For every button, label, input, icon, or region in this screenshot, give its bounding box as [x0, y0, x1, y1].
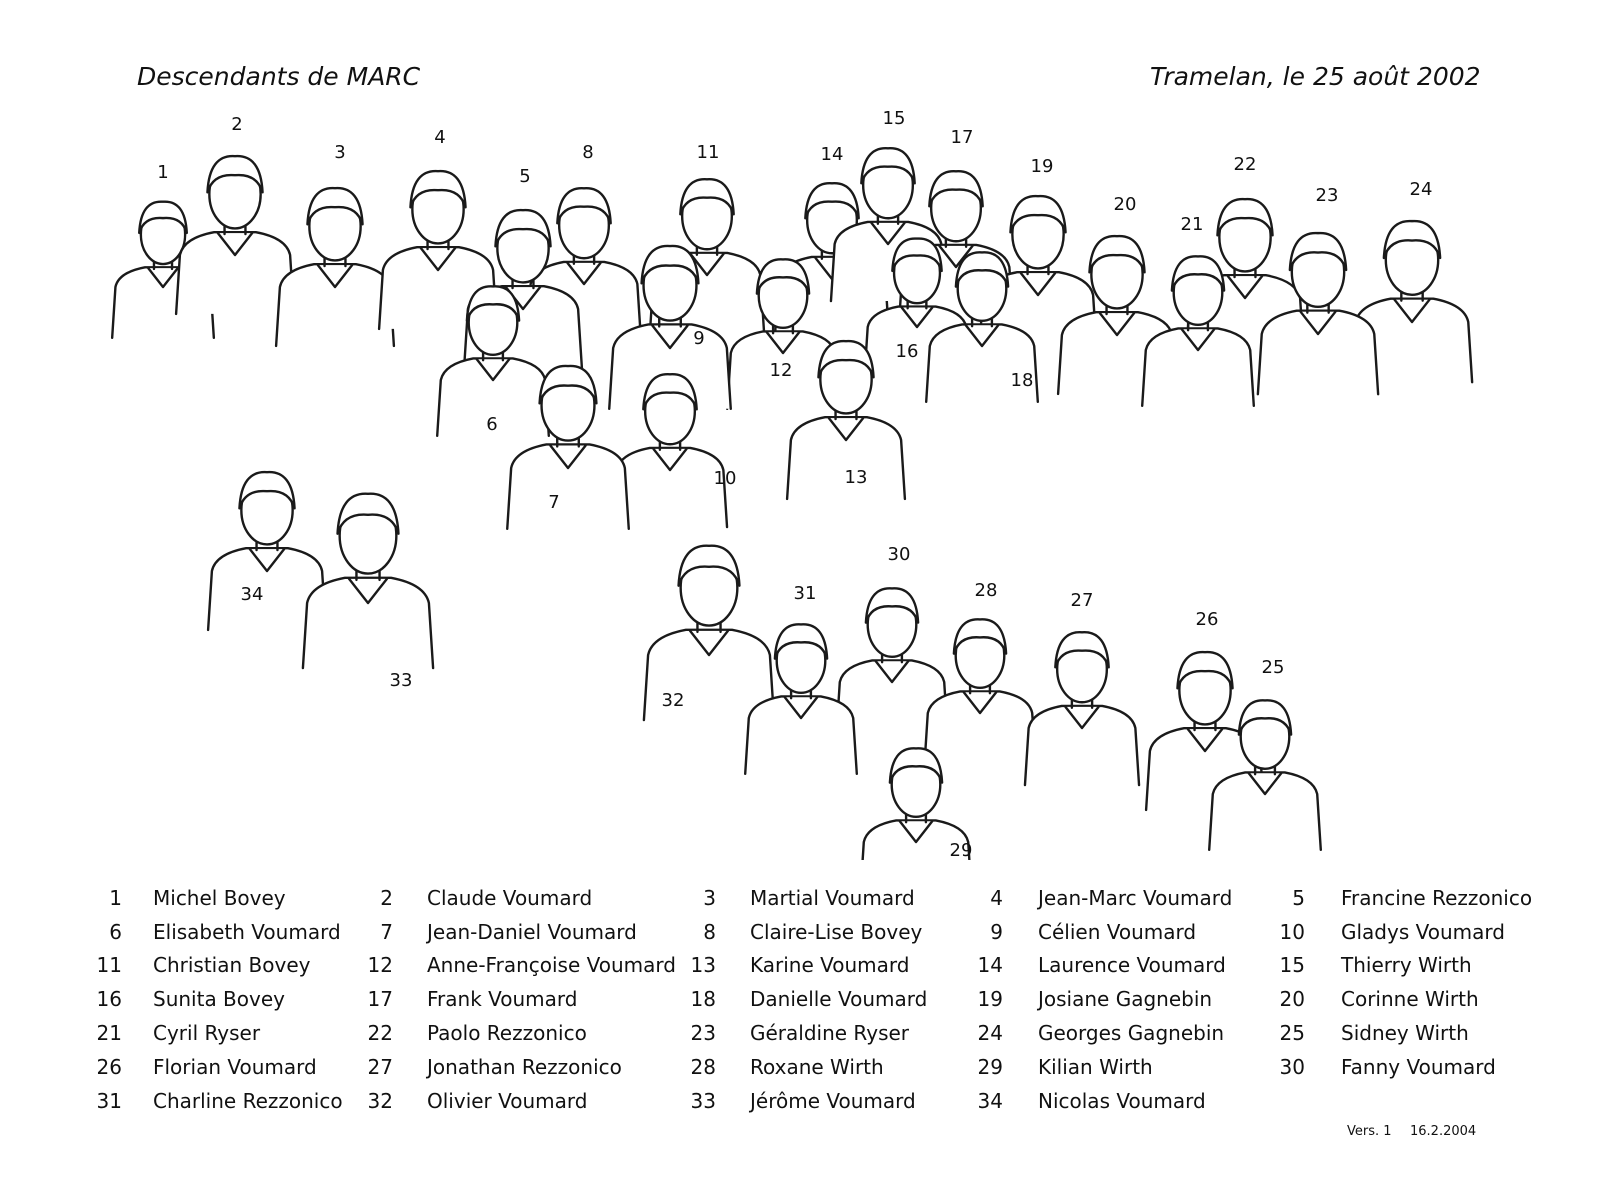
legend-number: 1 — [109, 886, 122, 910]
figure-number-label: 26 — [1195, 609, 1219, 630]
figure-number-label: 9 — [693, 328, 705, 349]
legend-number: 4 — [990, 886, 1003, 910]
legend-number: 28 — [690, 1055, 716, 1079]
legend-person-name: Gladys Voumard — [1341, 920, 1505, 944]
legend-person-name: Laurence Voumard — [1038, 953, 1226, 977]
figure-number-label: 17 — [950, 127, 974, 148]
legend-number: 19 — [977, 987, 1003, 1011]
legend-number: 9 — [990, 920, 1003, 944]
legend-person-name: Nicolas Voumard — [1038, 1089, 1206, 1113]
figure-number-label: 22 — [1233, 154, 1257, 175]
legend-person-name: Karine Voumard — [750, 953, 910, 977]
legend-number: 5 — [1292, 886, 1305, 910]
legend-number: 15 — [1279, 953, 1305, 977]
legend-person-name: Florian Voumard — [153, 1055, 317, 1079]
figure-number-label: 21 — [1180, 214, 1204, 235]
figure-number-label: 16 — [895, 341, 919, 362]
figure-number-label: 13 — [844, 467, 868, 488]
figure-number-label: 20 — [1113, 194, 1137, 215]
legend-person-name: Jonathan Rezzonico — [427, 1055, 622, 1079]
legend-number: 34 — [977, 1089, 1003, 1113]
figure-number-label: 10 — [713, 468, 737, 489]
figure-number-label: 29 — [949, 840, 973, 860]
legend-number: 6 — [109, 920, 122, 944]
legend-number: 30 — [1279, 1055, 1305, 1079]
figure-number-label: 28 — [974, 580, 998, 601]
legend-person-name: Roxane Wirth — [750, 1055, 884, 1079]
legend-person-name: Célien Voumard — [1038, 920, 1197, 944]
legend-number: 25 — [1279, 1021, 1305, 1045]
figure-number-label: 7 — [548, 492, 560, 513]
figure-number-label: 14 — [820, 144, 844, 165]
legend-number: 21 — [96, 1021, 122, 1045]
legend-person-name: Kilian Wirth — [1038, 1055, 1153, 1079]
place-date: Tramelan, le 25 août 2002 — [1150, 62, 1481, 91]
legend-person-name: Claire-Lise Bovey — [750, 920, 923, 944]
legend-number: 12 — [367, 953, 393, 977]
legend-number: 22 — [367, 1021, 393, 1045]
figure-number-label: 2 — [231, 114, 243, 135]
figure-number-label: 27 — [1070, 590, 1094, 611]
figure-number-label: 15 — [882, 108, 906, 129]
legend-person-name: Fanny Voumard — [1341, 1055, 1496, 1079]
legend-number: 13 — [690, 953, 716, 977]
legend-person-name: Sunita Bovey — [153, 987, 285, 1011]
legend-person-name: Elisabeth Voumard — [153, 920, 341, 944]
figure-number-label: 32 — [661, 690, 685, 711]
legend-person-name: Paolo Rezzonico — [427, 1021, 587, 1045]
figure-number-label: 8 — [582, 142, 594, 163]
figure-2 — [176, 156, 294, 314]
legend-person-name: Jean-Marc Voumard — [1038, 886, 1233, 910]
figure-number-label: 5 — [519, 166, 531, 187]
figure-number-label: 6 — [486, 414, 498, 435]
legend-person-name: Olivier Voumard — [427, 1089, 588, 1113]
figure-number-label: 18 — [1010, 370, 1034, 391]
legend-person-name: Cyril Ryser — [153, 1021, 261, 1045]
legend-number: 7 — [380, 920, 393, 944]
legend-person-name: Corinne Wirth — [1341, 987, 1479, 1011]
figure-number-label: 12 — [769, 360, 793, 381]
figure-number-label: 34 — [240, 584, 264, 605]
figure-number-label: 30 — [887, 544, 911, 565]
legend-number: 10 — [1279, 920, 1305, 944]
figure-number-label: 11 — [696, 142, 720, 163]
legend-number: 17 — [367, 987, 393, 1011]
legend-person-name: Jean-Daniel Voumard — [427, 920, 637, 944]
legend-person-name: Francine Rezzonico — [1341, 886, 1533, 910]
legend-number: 29 — [977, 1055, 1003, 1079]
version-date: 16.2.2004 — [1410, 1124, 1477, 1139]
legend-person-name: Martial Voumard — [750, 886, 915, 910]
legend-number: 2 — [380, 886, 393, 910]
legend-person-name: Frank Voumard — [427, 987, 578, 1011]
legend-person-name: Michel Bovey — [153, 886, 286, 910]
legend-number: 27 — [367, 1055, 393, 1079]
legend-number: 32 — [367, 1089, 393, 1113]
legend-person-name: Sidney Wirth — [1341, 1021, 1469, 1045]
figure-number-label: 24 — [1409, 179, 1433, 200]
figure-number-label: 4 — [434, 127, 446, 148]
figure-27 — [1025, 632, 1139, 785]
version-label: Vers. 1 — [1347, 1124, 1392, 1139]
legend-number: 26 — [96, 1055, 122, 1079]
legend-number: 11 — [96, 953, 122, 977]
figure-number-label: 23 — [1315, 185, 1339, 206]
legend-number: 16 — [96, 987, 122, 1011]
figure-number-label: 3 — [334, 142, 346, 163]
legend-person-name: Georges Gagnebin — [1038, 1021, 1225, 1045]
legend-number: 24 — [977, 1021, 1003, 1045]
legend-number: 8 — [703, 920, 716, 944]
figure-number-label: 33 — [389, 670, 413, 691]
document-title: Descendants de MARC — [137, 62, 421, 91]
legend-number: 23 — [690, 1021, 716, 1045]
legend-person-name: Christian Bovey — [153, 953, 311, 977]
legend-number: 3 — [703, 886, 716, 910]
figure-number-label: 19 — [1030, 156, 1054, 177]
figure-3 — [276, 188, 394, 346]
legend-person-name: Danielle Voumard — [750, 987, 928, 1011]
figure-number-label: 31 — [793, 583, 817, 604]
legend-person-name: Josiane Gagnebin — [1038, 987, 1213, 1011]
legend-number: 33 — [690, 1089, 716, 1113]
legend-number: 14 — [977, 953, 1003, 977]
figure-number-label: 25 — [1261, 657, 1285, 678]
legend-person-name: Claude Voumard — [427, 886, 593, 910]
legend-person-name: Jérôme Voumard — [750, 1089, 916, 1113]
figure-number-label: 1 — [157, 162, 169, 183]
legend-number: 18 — [690, 987, 716, 1011]
legend-person-name: Thierry Wirth — [1341, 953, 1472, 977]
legend-person-name: Anne-Françoise Voumard — [427, 953, 676, 977]
legend-number: 31 — [96, 1089, 122, 1113]
legend-person-name: Charline Rezzonico — [153, 1089, 343, 1113]
legend-person-name: Géraldine Ryser — [750, 1021, 910, 1045]
legend-number: 20 — [1279, 987, 1305, 1011]
